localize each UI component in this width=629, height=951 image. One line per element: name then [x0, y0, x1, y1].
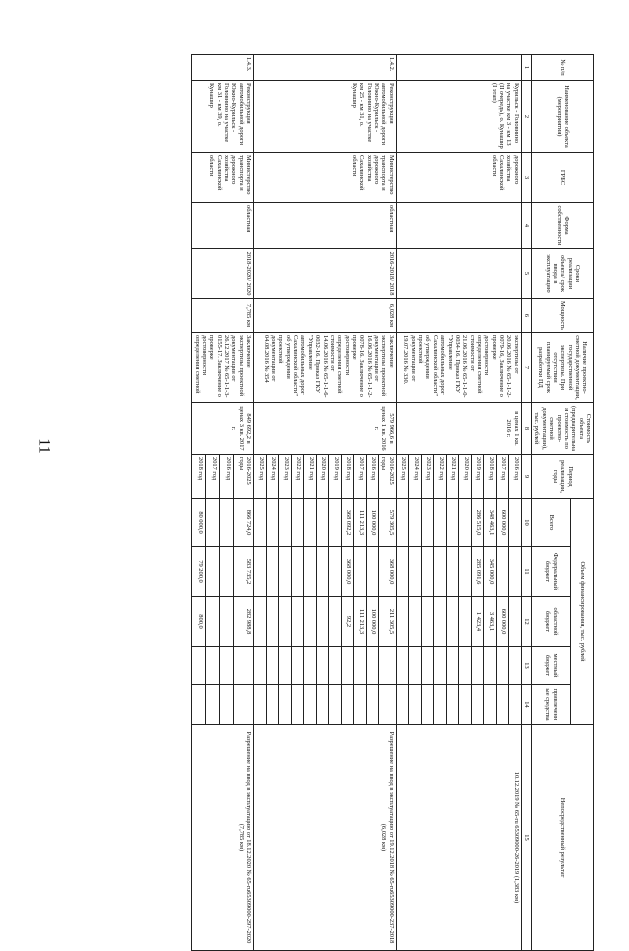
local-budget-cell — [254, 647, 267, 685]
local-budget-cell — [366, 647, 379, 685]
federal-budget-cell — [459, 547, 472, 597]
attracted-funds-cell — [509, 685, 522, 725]
column-number: 5 — [521, 249, 531, 299]
period-cell: 2020 год — [316, 455, 329, 499]
attracted-funds-cell — [234, 685, 254, 725]
federal-budget-cell: 285 091,6 — [471, 547, 484, 597]
period-cell: 2019 год — [329, 455, 342, 499]
attracted-funds-cell — [266, 685, 279, 725]
local-budget-cell — [304, 647, 317, 685]
federal-budget-cell — [421, 547, 434, 597]
attracted-funds-cell — [484, 685, 497, 725]
attracted-funds-cell — [329, 685, 342, 725]
ownership-form-cell — [396, 203, 521, 249]
federal-budget-cell: 79 200,0 — [192, 547, 206, 597]
federal-budget-cell: 345 000,0 — [484, 547, 497, 597]
federal-budget-cell — [396, 547, 409, 597]
federal-budget-cell — [254, 547, 267, 597]
rotated-page — [54, 54, 594, 944]
column-number: 3 — [521, 153, 531, 203]
attracted-funds-cell — [434, 685, 447, 725]
regional-budget-cell — [509, 597, 522, 647]
grbs-cell: Министерство транспорта и дорожного хозяйства Сахалинской области — [254, 153, 397, 203]
local-budget-cell — [266, 647, 279, 685]
column-number: 13 — [521, 647, 531, 685]
regional-budget-cell — [421, 597, 434, 647]
object-name-cell: Реконструкция автомобильной дороги Южно-Курильск - Головнино на участке км 31 - км 39, о. Кунашир — [192, 81, 254, 153]
term-cell: 2016-2018/ 2018 — [254, 249, 397, 299]
object-name-cell: Реконструкция автомобильной дороги Южно-Курильск - Головнино на участке км 25 - км 31, о. Кунашир — [254, 81, 397, 153]
attracted-funds-cell — [254, 685, 267, 725]
attracted-funds-cell — [409, 685, 422, 725]
local-budget-cell — [192, 647, 206, 685]
attracted-funds-cell — [341, 685, 354, 725]
total-cell: 286 515,0 — [471, 499, 484, 547]
header-col-8: Стоимость объекта (предварительная стоимость по проектно-сметной документации), тыс. рублей — [532, 403, 594, 455]
total-cell — [446, 499, 459, 547]
regional-budget-cell: 3 463,1 — [484, 597, 497, 647]
total-cell — [396, 499, 409, 547]
local-budget-cell — [434, 647, 447, 685]
total-cell: 579 305,5 — [379, 499, 397, 547]
regional-budget-cell — [434, 597, 447, 647]
header-col-7: Наличие проектно-сметной документации, государственной экспертизы. При отсутствии планируемый срок разработки ПД — [532, 333, 594, 403]
period-cell: 2022 год — [434, 455, 447, 499]
period-cell: 2017 год — [354, 455, 367, 499]
term-cell: 2018-2020/ 2020 — [192, 249, 254, 299]
column-number: 2 — [521, 81, 531, 153]
total-cell: 600 000,0 — [496, 499, 509, 547]
regional-budget-cell — [220, 597, 234, 647]
period-cell: 2023 год — [279, 455, 292, 499]
header-row — [571, 55, 594, 951]
header-col-11: Федеральный бюджет — [532, 547, 571, 597]
local-budget-cell — [341, 647, 354, 685]
cost-cell: 849 692,2 в ценах 3 кв. 2017 г. — [192, 403, 254, 455]
cost-cell: 579 966,6 в ценах 1 кв. 2016 г. — [254, 403, 397, 455]
local-budget-cell — [421, 647, 434, 685]
total-cell — [509, 499, 522, 547]
period-cell: 2021 год — [446, 455, 459, 499]
column-number: 6 — [521, 299, 531, 333]
period-cell: 2016-2025 годы — [379, 455, 397, 499]
column-number: 1 — [521, 55, 531, 81]
period-cell: 2016-2025 годы — [234, 455, 254, 499]
federal-budget-cell — [206, 547, 220, 597]
regional-budget-cell: 211 305,5 — [379, 597, 397, 647]
local-budget-cell — [329, 647, 342, 685]
ownership-form-cell: областная — [254, 203, 397, 249]
total-cell — [291, 499, 304, 547]
federal-budget-cell — [446, 547, 459, 597]
local-budget-cell — [206, 647, 220, 685]
column-number: 12 — [521, 597, 531, 647]
term-cell — [396, 249, 521, 299]
total-cell: 111 213,3 — [354, 499, 367, 547]
period-cell: 2017 год — [496, 455, 509, 499]
total-cell — [254, 499, 267, 547]
total-cell — [220, 499, 234, 547]
local-budget-cell — [484, 647, 497, 685]
regional-budget-cell — [291, 597, 304, 647]
attracted-funds-cell — [192, 685, 206, 725]
attracted-funds-cell — [206, 685, 220, 725]
federal-budget-cell — [291, 547, 304, 597]
regional-budget-cell — [446, 597, 459, 647]
total-cell — [206, 499, 220, 547]
federal-budget-cell: 368 000,0 — [341, 547, 354, 597]
period-cell: 2018 год — [341, 455, 354, 499]
header-col-9: Период реализации, годы — [532, 455, 594, 499]
period-cell: 2016 год — [366, 455, 379, 499]
local-budget-cell — [446, 647, 459, 685]
total-cell — [459, 499, 472, 547]
federal-budget-cell — [496, 547, 509, 597]
attracted-funds-cell — [316, 685, 329, 725]
local-budget-cell — [459, 647, 472, 685]
attracted-funds-cell — [354, 685, 367, 725]
project-docs-cell: Заключение экспертизы проектной документации от 26.12.2017 № 65-1-1-3-0155-17. Заключение о проверке достоверности определения сметной — [192, 333, 254, 403]
regional-budget-cell — [409, 597, 422, 647]
federal-budget-cell — [304, 547, 317, 597]
period-cell: 2024 год — [409, 455, 422, 499]
column-number: 7 — [521, 333, 531, 403]
federal-budget-cell — [509, 547, 522, 597]
attracted-funds-cell — [366, 685, 379, 725]
federal-budget-cell — [366, 547, 379, 597]
attracted-funds-cell — [304, 685, 317, 725]
local-budget-cell — [496, 647, 509, 685]
result-cell: 10.12.2019 № 65-ru 65309000-26-2019 (1,383 км) — [396, 725, 521, 951]
local-budget-cell — [220, 647, 234, 685]
regional-budget-cell — [304, 597, 317, 647]
period-cell: 2017 год — [206, 455, 220, 499]
column-number: 4 — [521, 203, 531, 249]
local-budget-cell — [396, 647, 409, 685]
regional-budget-cell: 800,0 — [192, 597, 206, 647]
total-cell — [434, 499, 447, 547]
period-cell: 2021 год — [304, 455, 317, 499]
grbs-cell: дорожного хозяйства Сахалинской области — [396, 153, 521, 203]
local-budget-cell — [234, 647, 254, 685]
column-number: 11 — [521, 547, 531, 597]
header-col-15: Непосредственный результат — [532, 725, 594, 951]
total-cell — [409, 499, 422, 547]
regional-budget-cell: 111 213,3 — [354, 597, 367, 647]
total-cell — [316, 499, 329, 547]
regional-budget-cell — [206, 597, 220, 647]
period-cell: 2023 год — [421, 455, 434, 499]
total-cell — [279, 499, 292, 547]
table-body — [192, 55, 522, 951]
period-cell: 2024 год — [266, 455, 279, 499]
item-number-cell: 1.4.3. — [192, 55, 254, 81]
period-cell: 2016 год — [509, 455, 522, 499]
attracted-funds-cell — [471, 685, 484, 725]
local-budget-cell — [471, 647, 484, 685]
local-budget-cell — [354, 647, 367, 685]
total-cell — [421, 499, 434, 547]
header-col-6: Мощность — [532, 299, 594, 333]
column-number-row — [521, 55, 531, 951]
column-number: 9 — [521, 455, 531, 499]
total-cell — [329, 499, 342, 547]
header-col-10: Всего — [532, 499, 571, 547]
document-sheet — [54, 54, 594, 944]
total-cell: 368 092,2 — [341, 499, 354, 547]
column-number: 10 — [521, 499, 531, 547]
period-cell: 2020 год — [459, 455, 472, 499]
attracted-funds-cell — [446, 685, 459, 725]
grbs-cell: Министерство транспорта и дорожного хозяйства Сахалинской области — [192, 153, 254, 203]
federal-budget-cell — [434, 547, 447, 597]
regional-budget-cell: 100 000,0 — [366, 597, 379, 647]
regional-budget-cell: 282 988,8 — [234, 597, 254, 647]
local-budget-cell — [316, 647, 329, 685]
item-number-cell: 1.4.2. — [254, 55, 397, 81]
attracted-funds-cell — [496, 685, 509, 725]
table-row — [379, 55, 397, 951]
total-cell: 100 000,0 — [366, 499, 379, 547]
period-cell: 2018 год — [484, 455, 497, 499]
capacity-cell — [396, 299, 521, 333]
total-cell — [304, 499, 317, 547]
item-number-cell — [396, 55, 521, 81]
header-funding-group: Объем финансирования, тыс. рублей — [571, 499, 594, 725]
local-budget-cell — [509, 647, 522, 685]
column-number: 15 — [521, 725, 531, 951]
attracted-funds-cell — [379, 685, 397, 725]
ownership-form-cell: областная — [192, 203, 254, 249]
project-docs-cell: Заключение экспертизы проектной документации от 16.06.2016 № 65-1-1-2-0078-16. Заключение о проверке достоверности определения сметной стоимости от 14.06.2016 № 65-1-1-6-0032-16. Приказ ГКУ "Управление автомобильных дорог Сахалинской области" об утверждении проектной документации от 04.08.2016 № 354 — [254, 333, 397, 403]
header-col-12: областной бюджет — [532, 597, 571, 647]
funding-table — [191, 54, 594, 951]
local-budget-cell — [279, 647, 292, 685]
result-cell: Разрешение на ввод в эксплуатацию от 18.12.2020 № 65-ru65309000-297-2020 (7,785 км) — [192, 725, 254, 951]
federal-budget-cell — [329, 547, 342, 597]
total-cell: 348 463,1 — [484, 499, 497, 547]
header-col-4: Форма собственности — [532, 203, 594, 249]
attracted-funds-cell — [291, 685, 304, 725]
capacity-cell: 7,785 км — [192, 299, 254, 333]
federal-budget-cell — [409, 547, 422, 597]
regional-budget-cell — [279, 597, 292, 647]
regional-budget-cell: 1 423,4 — [471, 597, 484, 647]
header-col-5: Сроки реализации объекта/ срок ввода в эксплуатацию — [532, 249, 594, 299]
header-col-1: № п/п — [532, 55, 594, 81]
federal-budget-cell: 368 000,0 — [379, 547, 397, 597]
attracted-funds-cell — [220, 685, 234, 725]
header-col-13: местный бюджет — [532, 647, 571, 685]
header-col-3: ГРБС — [532, 153, 594, 203]
table-row — [509, 55, 522, 951]
regional-budget-cell — [329, 597, 342, 647]
table-row — [234, 55, 254, 951]
total-cell: 866 724,0 — [234, 499, 254, 547]
local-budget-cell — [379, 647, 397, 685]
capacity-cell: 6,028 км — [254, 299, 397, 333]
federal-budget-cell — [279, 547, 292, 597]
federal-budget-cell: 583 735,2 — [234, 547, 254, 597]
total-cell: 80 000,0 — [192, 499, 206, 547]
period-cell: 2025 год — [396, 455, 409, 499]
regional-budget-cell: 600 000,0 — [496, 597, 509, 647]
period-cell: 2016 год — [220, 455, 234, 499]
federal-budget-cell — [266, 547, 279, 597]
attracted-funds-cell — [459, 685, 472, 725]
federal-budget-cell — [220, 547, 234, 597]
regional-budget-cell — [266, 597, 279, 647]
federal-budget-cell — [354, 547, 367, 597]
regional-budget-cell — [396, 597, 409, 647]
regional-budget-cell: 92,2 — [341, 597, 354, 647]
regional-budget-cell — [316, 597, 329, 647]
period-cell: 2022 год — [291, 455, 304, 499]
local-budget-cell — [409, 647, 422, 685]
attracted-funds-cell — [396, 685, 409, 725]
header-col-2: Наименование объекта (мероприятия) — [532, 81, 594, 153]
result-cell: Разрешение на ввод в эксплуатацию от 19.12.2018 № 65-ru65309000-237-2018 (6,028 км) — [254, 725, 397, 951]
period-cell: 2025 год — [254, 455, 267, 499]
attracted-funds-cell — [421, 685, 434, 725]
period-cell: 2019 год — [471, 455, 484, 499]
federal-budget-cell — [316, 547, 329, 597]
total-cell — [266, 499, 279, 547]
local-budget-cell — [291, 647, 304, 685]
header-col-14: привлеченные средства — [532, 685, 571, 725]
object-name-cell: Курильск - Головнино на участке км 3 - км 13 (II очередь), о. Кунашир (I этап) — [396, 81, 521, 153]
column-number: 8 — [521, 403, 531, 455]
regional-budget-cell — [459, 597, 472, 647]
page-number: 11 — [35, 438, 53, 454]
project-docs-cell: экспертизы от 20.06.2016 № 65-1-1-2-0079-16, Заключение о проверке достоверности определения сметной стоимости от 21.06.2016 № 65-1-1-0-0034-16. Приказ ГКУ "Управление автомобильных дорог Сахалинской области" об утверждении проектной документации от 19.07.2016 № 330. — [396, 333, 521, 403]
column-number: 14 — [521, 685, 531, 725]
attracted-funds-cell — [279, 685, 292, 725]
cost-cell: в ценах 1 кв. 2016 г. — [396, 403, 521, 455]
regional-budget-cell — [254, 597, 267, 647]
period-cell: 2018 год — [192, 455, 206, 499]
